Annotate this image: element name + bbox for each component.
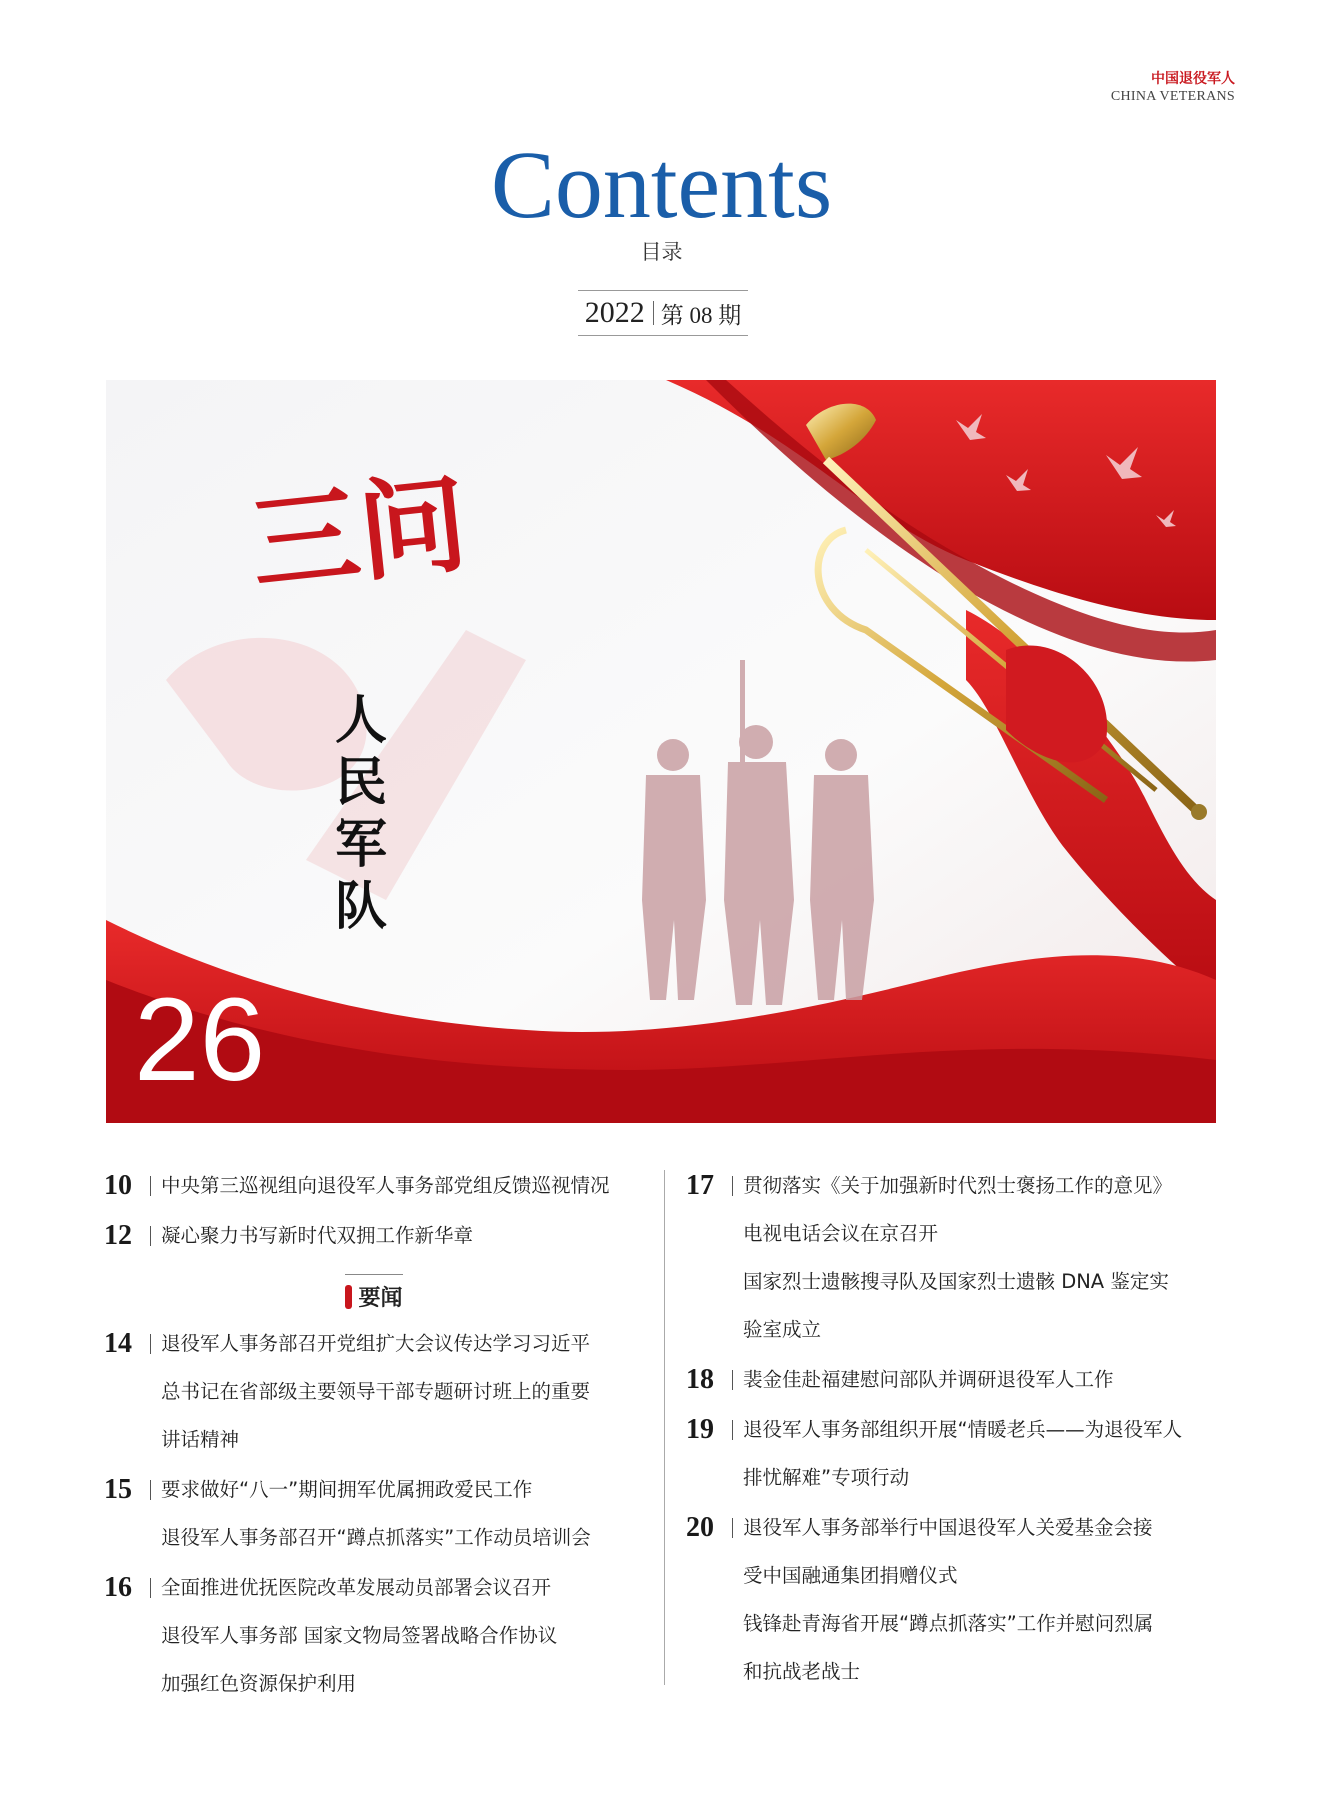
column-divider	[664, 1170, 665, 1685]
issue-number: 第 08 期	[660, 302, 742, 328]
brand-en: CHINA VETERANS	[1110, 89, 1235, 104]
toc-line: 排忧解难”专项行动	[743, 1466, 910, 1489]
cover-title: 三问	[245, 460, 474, 608]
toc-entry[interactable]	[686, 1504, 1246, 1696]
toc-line: 裴金佳赴福建慰问部队并调研退役军人工作	[743, 1368, 1114, 1391]
toc-line: 中央第三巡视组向退役军人事务部党组反馈巡视情况	[161, 1174, 610, 1197]
brand-block	[1111, 70, 1235, 106]
contents-subtitle: 目录	[640, 240, 683, 264]
cover-image[interactable]	[106, 380, 1216, 1123]
toc-page-number: 15	[104, 1474, 132, 1505]
toc-page-number: 18	[686, 1364, 714, 1395]
toc-bar	[150, 1480, 151, 1500]
toc-entry[interactable]	[686, 1406, 1246, 1502]
toc-entry[interactable]	[104, 1466, 644, 1562]
toc-page-number: 10	[104, 1170, 132, 1201]
toc-line: 总书记在省部级主要领导干部专题研讨班上的重要	[161, 1380, 591, 1403]
toc-line: 凝心聚力书写新时代双拥工作新华章	[161, 1224, 474, 1247]
toc-line: 钱锋赴青海省开展“蹲点抓落实”工作并慰问烈属	[743, 1612, 1154, 1635]
toc-right-column	[686, 1162, 1246, 1698]
cover-page-number: 26	[134, 974, 266, 1106]
section-label: 要闻	[358, 1286, 403, 1311]
toc-entry[interactable]	[104, 1320, 644, 1464]
toc-line: 要求做好“八一”期间拥军优属拥政爱民工作	[161, 1478, 533, 1501]
brand-cn: 中国退役军人	[1151, 71, 1235, 87]
toc-page-number: 14	[104, 1328, 132, 1359]
toc-line: 退役军人事务部组织开展“情暖老兵——为退役军人	[743, 1418, 1183, 1441]
toc-bar	[150, 1578, 151, 1598]
toc-entry[interactable]	[104, 1162, 644, 1210]
contents-title: Contents	[490, 131, 833, 238]
toc-line: 退役军人事务部召开“蹲点抓落实”工作动员培训会	[161, 1526, 591, 1549]
toc-bar	[150, 1226, 151, 1246]
toc-page-number: 17	[686, 1170, 714, 1201]
toc-bar	[150, 1334, 151, 1354]
toc-bar	[150, 1176, 151, 1196]
toc-line: 验室成立	[743, 1318, 822, 1341]
toc-line: 加强红色资源保护利用	[161, 1672, 357, 1695]
toc-line: 退役军人事务部召开党组扩大会议传达学习习近平	[161, 1332, 591, 1355]
toc-line: 贯彻落实《关于加强新时代烈士褒扬工作的意见》	[743, 1174, 1173, 1197]
section-marker	[345, 1285, 352, 1309]
toc-line: 国家烈士遗骸搜寻队及国家烈士遗骸 DNA 鉴定实	[743, 1270, 1169, 1293]
toc-bar	[732, 1370, 733, 1390]
toc-page-number: 20	[686, 1512, 714, 1543]
issue-separator	[653, 301, 654, 325]
toc-line: 退役军人事务部 国家文物局签署战略合作协议	[161, 1624, 558, 1647]
toc-left-column	[104, 1162, 644, 1710]
toc-page-number: 19	[686, 1414, 714, 1445]
toc-line: 全面推进优抚医院改革发展动员部署会议召开	[161, 1576, 552, 1599]
cover-subtitle: 人民军队	[334, 690, 387, 937]
toc-page-number: 12	[104, 1220, 132, 1251]
toc-bar	[732, 1420, 733, 1440]
toc-entry[interactable]	[686, 1356, 1246, 1404]
toc-line: 受中国融通集团捐赠仪式	[743, 1564, 958, 1587]
toc-line: 电视电话会议在京召开	[743, 1222, 939, 1245]
toc-entry[interactable]	[104, 1564, 644, 1708]
toc-bar	[732, 1176, 733, 1196]
toc-entry[interactable]	[104, 1212, 644, 1260]
toc-bar	[732, 1518, 733, 1538]
issue-info	[578, 290, 748, 336]
toc-line: 讲话精神	[161, 1428, 240, 1451]
toc-line: 和抗战老战士	[743, 1660, 861, 1683]
toc-entry[interactable]	[686, 1162, 1246, 1354]
section-heading	[104, 1274, 644, 1312]
toc-line: 退役军人事务部举行中国退役军人关爱基金会接	[743, 1516, 1153, 1539]
toc-page-number: 16	[104, 1572, 132, 1603]
issue-year: 2022	[584, 296, 645, 329]
